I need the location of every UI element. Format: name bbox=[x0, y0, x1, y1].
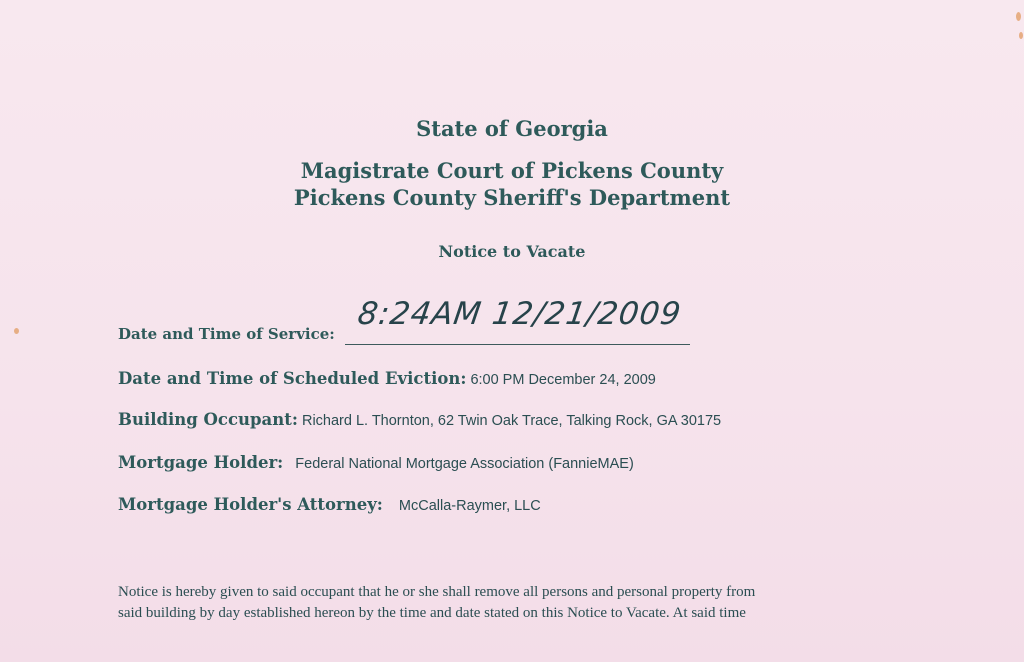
mortgage-holder-value: Federal National Mortgage Association (FannieMAE) bbox=[295, 456, 634, 472]
building-occupant-label: Building Occupant: bbox=[118, 410, 298, 429]
building-occupant-field bbox=[118, 410, 721, 430]
paper-speck bbox=[1016, 12, 1021, 21]
state-heading: State of Georgia bbox=[416, 116, 608, 141]
paper-speck bbox=[14, 328, 19, 334]
service-date-field bbox=[118, 325, 335, 344]
eviction-date-field bbox=[118, 369, 656, 389]
attorney-field bbox=[118, 495, 541, 515]
paper-speck bbox=[1019, 32, 1023, 39]
notice-body-line: Notice is hereby given to said occupant that he or she shall remove all persons and personal property from bbox=[118, 584, 756, 600]
service-date-underline bbox=[345, 344, 690, 345]
service-date-label: Date and Time of Service: bbox=[118, 325, 335, 343]
sheriff-heading: Pickens County Sheriff's Department bbox=[293, 185, 731, 210]
notice-title: Notice to Vacate bbox=[438, 242, 586, 261]
eviction-date-value: 6:00 PM December 24, 2009 bbox=[470, 372, 656, 388]
mortgage-holder-field bbox=[118, 453, 634, 473]
attorney-label: Mortgage Holder's Attorney: bbox=[118, 495, 383, 514]
service-date-handwritten-value: 8:24AM 12/21/2009 bbox=[355, 296, 684, 332]
notice-body-line: said building by day established hereon by the time and date stated on this Notice to Vacate. At said time bbox=[118, 605, 746, 621]
mortgage-holder-label: Mortgage Holder: bbox=[118, 453, 284, 472]
notice-body bbox=[118, 582, 918, 624]
building-occupant-value: Richard L. Thornton, 62 Twin Oak Trace, Talking Rock, GA 30175 bbox=[301, 413, 722, 429]
attorney-value: McCalla-Raymer, LLC bbox=[398, 498, 541, 514]
eviction-date-label: Date and Time of Scheduled Eviction: bbox=[118, 369, 467, 388]
court-heading: Magistrate Court of Pickens County bbox=[300, 158, 724, 183]
